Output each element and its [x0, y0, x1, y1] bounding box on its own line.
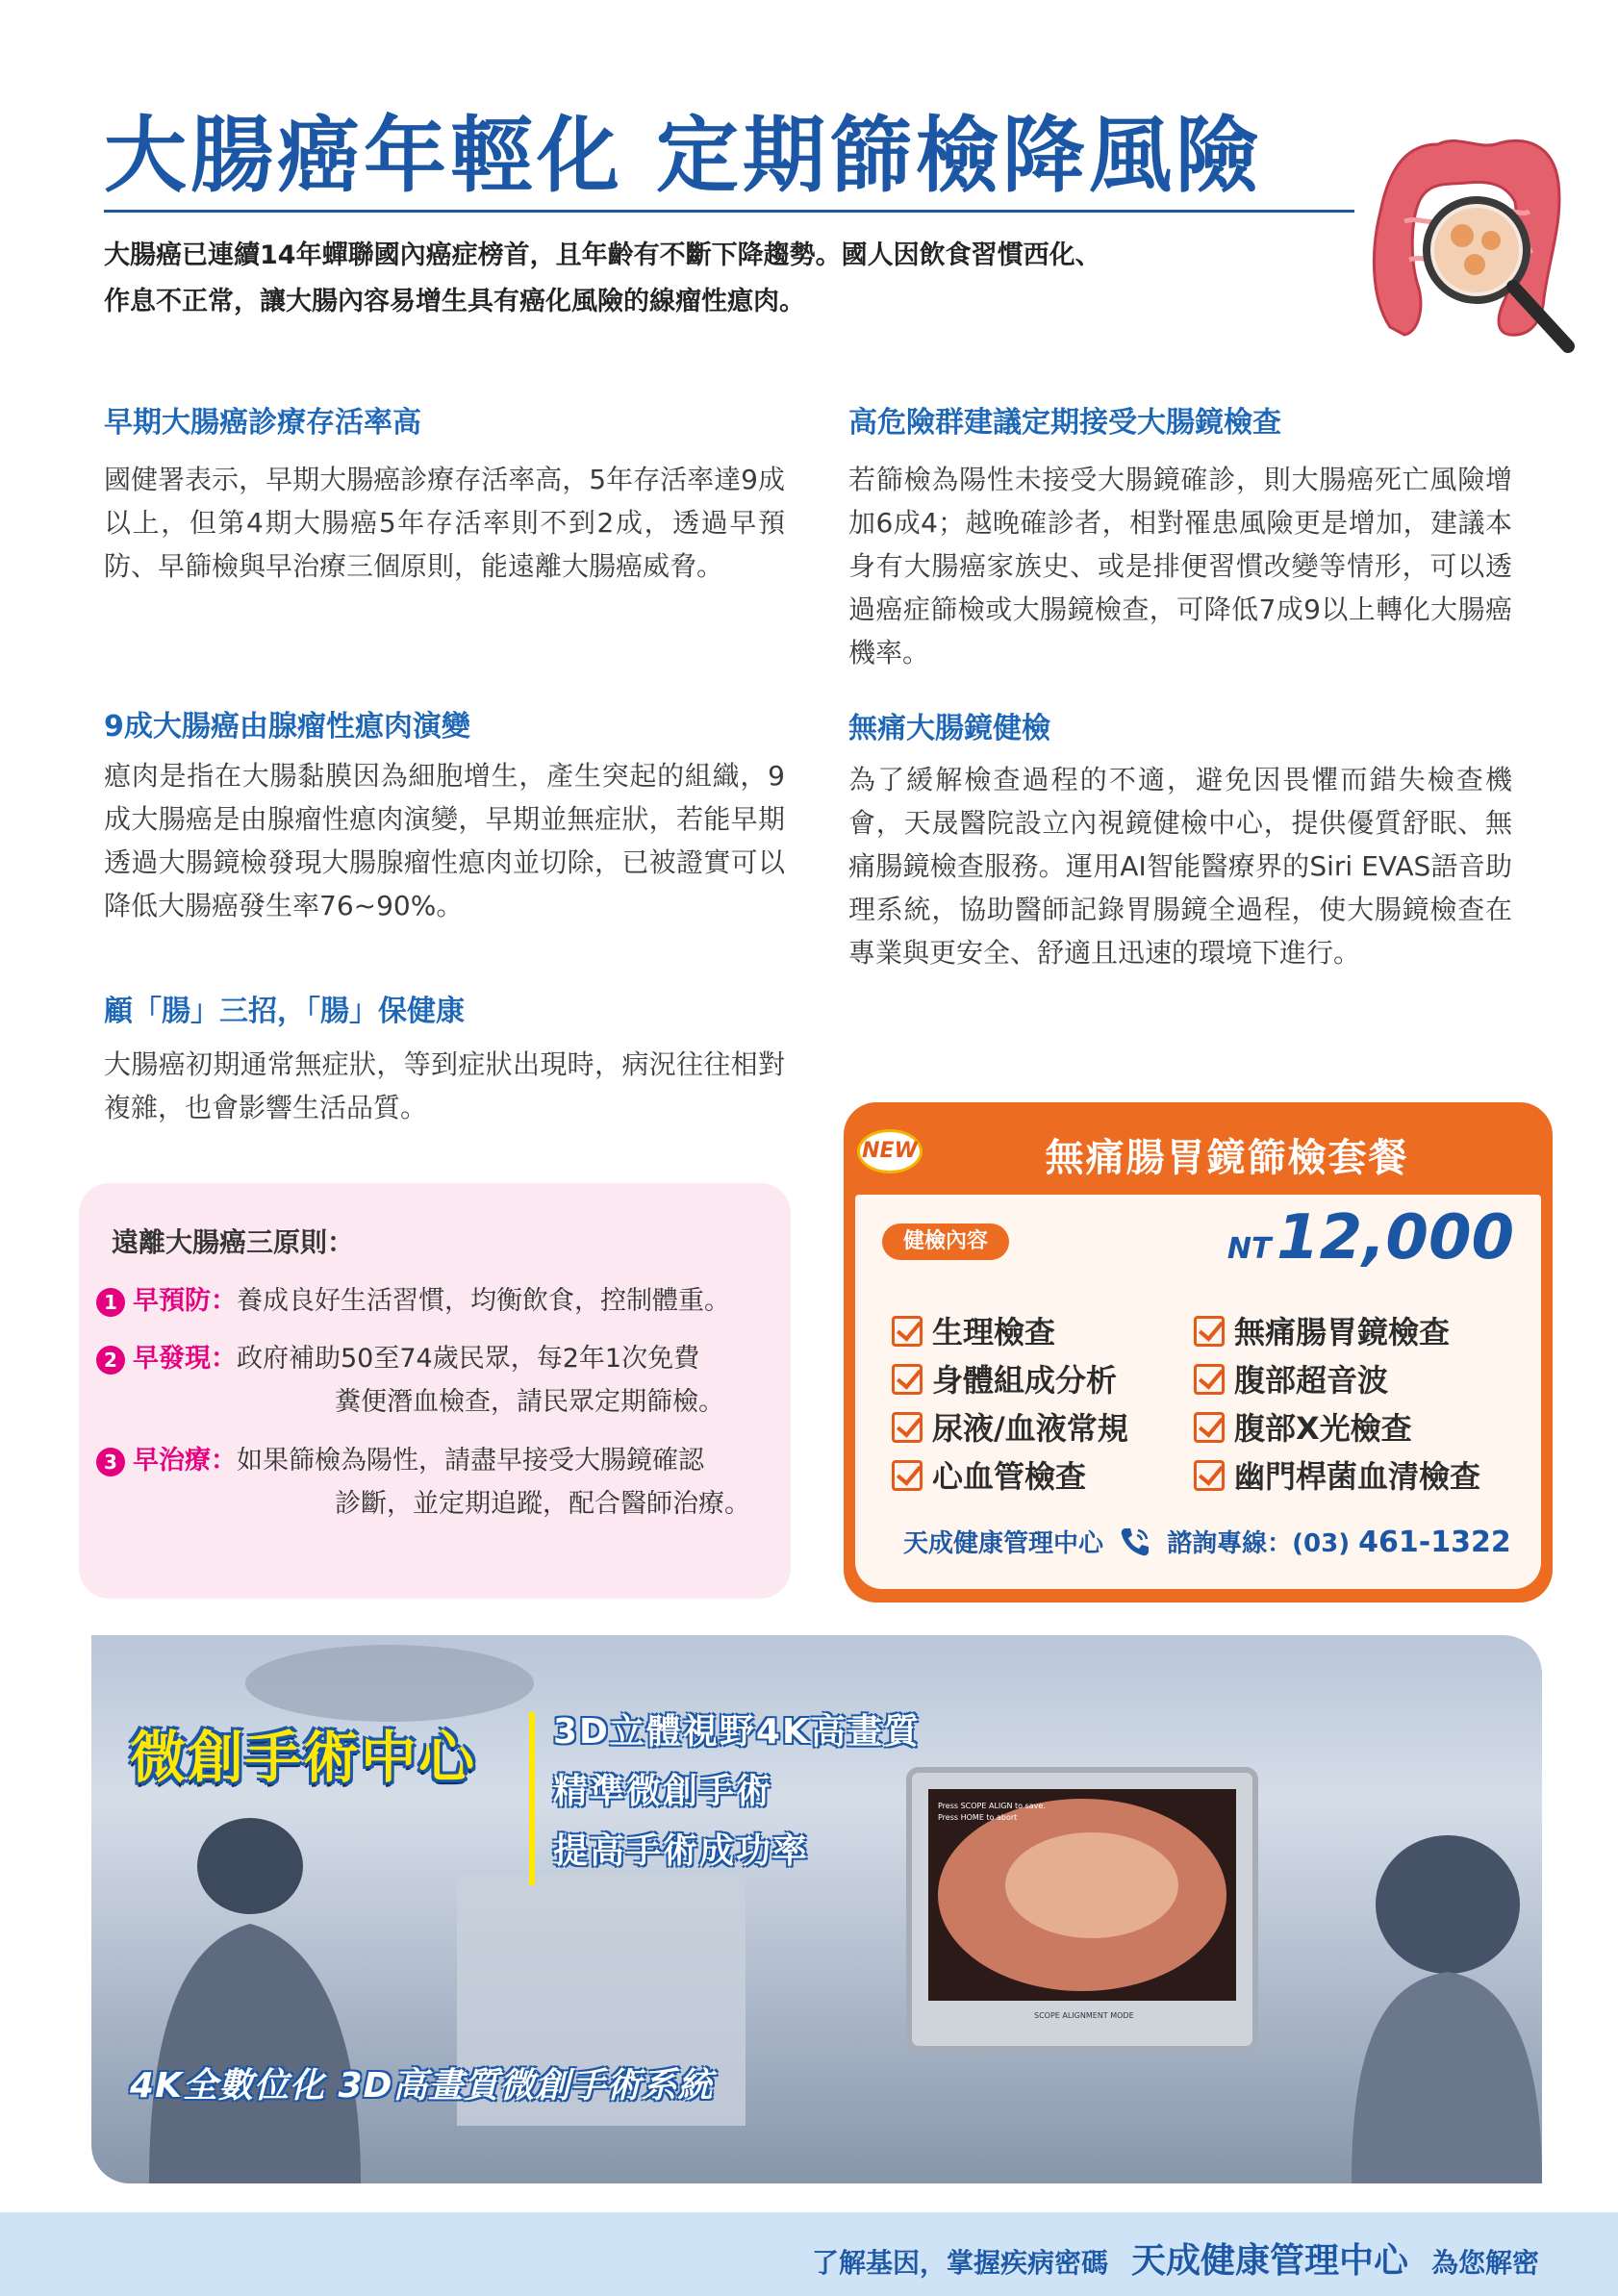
left-section-2-title: 9成大腸癌由腺瘤性瘜肉演變: [104, 710, 470, 744]
banner-divider: [529, 1712, 535, 1885]
footer-part-1: 了解基因，掌握疾病密碼: [811, 2247, 1108, 2279]
price-amount: 12,000: [1277, 1202, 1514, 1274]
package-item: 身體組成分析: [892, 1356, 1117, 1400]
left-section-1-body: 國健署表示，早期大腸癌診療存活率高，5年存活率達9成以上，但第4期大腸癌5年存活率則不到2成，透過早預防、早篩檢與早治療三個原則，能遠離大腸癌威脅。: [104, 464, 785, 582]
phone-icon: [1118, 1525, 1152, 1559]
principle-number: 3: [96, 1448, 125, 1476]
colon-magnifier-illustration: [1352, 106, 1582, 366]
monitor-text-3: SCOPE ALIGNMENT MODE: [1034, 2011, 1134, 2020]
package-price: [1227, 1202, 1514, 1274]
hotline-label: 諮詢專線：: [1167, 1529, 1293, 1558]
footer-bar: [0, 2212, 1618, 2296]
left-section-2-body: 瘜肉是指在大腸黏膜因為細胞增生，產生突起的組織，9成大腸癌是由腺瘤性瘜肉演變，早期並無症狀，若能早期透過大腸鏡檢發現大腸腺瘤性瘜肉並切除，已被證實可以降低大腸癌發生率76~90%。: [104, 760, 785, 921]
checkbox-icon: [892, 1364, 923, 1395]
principle-label: 早治療：: [133, 1446, 237, 1476]
page-title: 大腸癌年輕化 定期篩檢降風險: [104, 108, 1262, 204]
package-title: 無痛腸胃鏡篩檢套餐: [1045, 1136, 1409, 1180]
right-section-2-title: 無痛大腸鏡健檢: [848, 712, 1050, 745]
package-item: 腹部超音波: [1194, 1356, 1388, 1400]
package-item: 幽門桿菌血清檢查: [1194, 1452, 1480, 1497]
left-section-1-title: 早期大腸癌診療存活率高: [104, 406, 421, 440]
right-section-2-body: 為了緩解檢查過程的不適，避免因畏懼而錯失檢查機會，天晟醫院設立內視鏡健檢中心，提供優質舒眠、無痛腸鏡檢查服務。運用AI智能醫療界的Siri EVAS語音助理系統，協助醫師記錄胃腸鏡全過程，使大腸鏡檢查在專業與更安全、舒適且迅速的環境下進行。: [848, 764, 1512, 969]
principle-text-continued: 診斷，並定期追蹤，配合醫師治療。: [335, 1489, 750, 1519]
right-section-1-body: 若篩檢為陽性未接受大腸鏡確診，則大腸癌死亡風險增加6成4；越晚確診者，相對罹患風險更是增加，建議本身有大腸癌家族史、或是排便習慣改變等情形，可以透過癌症篩檢或大腸鏡檢查，可降低7成9以上轉化大腸癌機率。: [848, 464, 1512, 669]
principle-text: 政府補助50至74歲民眾，每2年1次免費: [237, 1344, 700, 1374]
package-item: 尿液/血液常規: [892, 1404, 1128, 1449]
package-item: 腹部X光檢查: [1194, 1404, 1412, 1449]
checkbox-icon: [892, 1412, 923, 1443]
principle-number: 2: [96, 1346, 125, 1375]
checkbox-icon: [1194, 1412, 1225, 1443]
price-prefix: NT: [1226, 1232, 1272, 1266]
principle-label: 早發現：: [133, 1344, 237, 1374]
intro-paragraph: [104, 233, 1354, 325]
surgery-center-photo: [91, 1635, 1542, 2183]
checkbox-icon: [892, 1316, 923, 1347]
principle-text-continued: 糞便潛血檢查，請民眾定期篩檢。: [335, 1387, 724, 1417]
left-section-3-title: 顧「腸」三招，「腸」保健康: [104, 995, 465, 1028]
intro-line-1: 大腸癌已連續14年蟬聯國內癌症榜首，且年齡有不斷下降趨勢。國人因飲食習慣西化、: [104, 240, 1101, 270]
checkbox-icon: [1194, 1364, 1225, 1395]
principle-label: 早預防：: [133, 1286, 237, 1316]
package-item: 心血管檢查: [892, 1452, 1086, 1497]
principle-text: 養成良好生活習慣，均衡飲食，控制體重。: [237, 1286, 730, 1316]
monitor-text-2: Press HOME to abort: [938, 1813, 1018, 1822]
checkbox-icon: [1194, 1460, 1225, 1491]
principle-text: 如果篩檢為陽性，請盡早接受大腸鏡確認: [237, 1446, 704, 1476]
footer-part-2: 天成健康管理中心: [1130, 2241, 1408, 2281]
center-name: 天成健康管理中心: [903, 1529, 1104, 1558]
principle-item: [96, 1279, 779, 1323]
package-item: 生理檢查: [892, 1308, 1055, 1352]
feature-line-2: 精準微創手術: [553, 1772, 773, 1811]
hotline-area-code: (03): [1292, 1529, 1351, 1558]
principle-item: [96, 1337, 779, 1424]
feature-line-1: 3D立體視野4K高畫質: [553, 1712, 921, 1752]
feature-line-3: 提高手術成功率: [553, 1831, 810, 1871]
principle-item: [96, 1439, 779, 1526]
intro-line-2: 作息不正常，讓大腸內容易增生具有癌化風險的線瘤性瘜肉。: [104, 287, 805, 316]
package-item: 無痛腸胃鏡檢查: [1194, 1308, 1450, 1352]
principles-heading: 遠離大腸癌三原則：: [112, 1226, 355, 1258]
package-tag: 健檢內容: [882, 1224, 1009, 1260]
package-contact: [903, 1524, 1511, 1559]
new-badge: NEW: [857, 1129, 923, 1173]
footer-slogan: [812, 2233, 1539, 2283]
surgery-center-banner: 微創手術中心: [130, 1725, 477, 1790]
checkbox-icon: [892, 1460, 923, 1491]
hotline-number: 461-1322: [1358, 1526, 1511, 1559]
right-section-1-title: 高危險群建議定期接受大腸鏡檢查: [848, 406, 1281, 440]
title-divider: [104, 210, 1354, 213]
monitor-text-1: Press SCOPE ALIGN to save.: [938, 1802, 1046, 1810]
left-section-3-body: 大腸癌初期通常無症狀，等到症狀出現時，病況往往相對複雜，也會影響生活品質。: [104, 1048, 785, 1123]
package-card: [844, 1102, 1553, 1602]
principle-number: 1: [96, 1288, 125, 1317]
system-caption: 4K全數位化 3D高畫質微創手術系統: [130, 2066, 714, 2106]
package-content: [855, 1195, 1541, 1589]
principles-box: [79, 1183, 791, 1599]
footer-part-3: 為您解密: [1430, 2247, 1539, 2279]
checkbox-icon: [1194, 1316, 1225, 1347]
